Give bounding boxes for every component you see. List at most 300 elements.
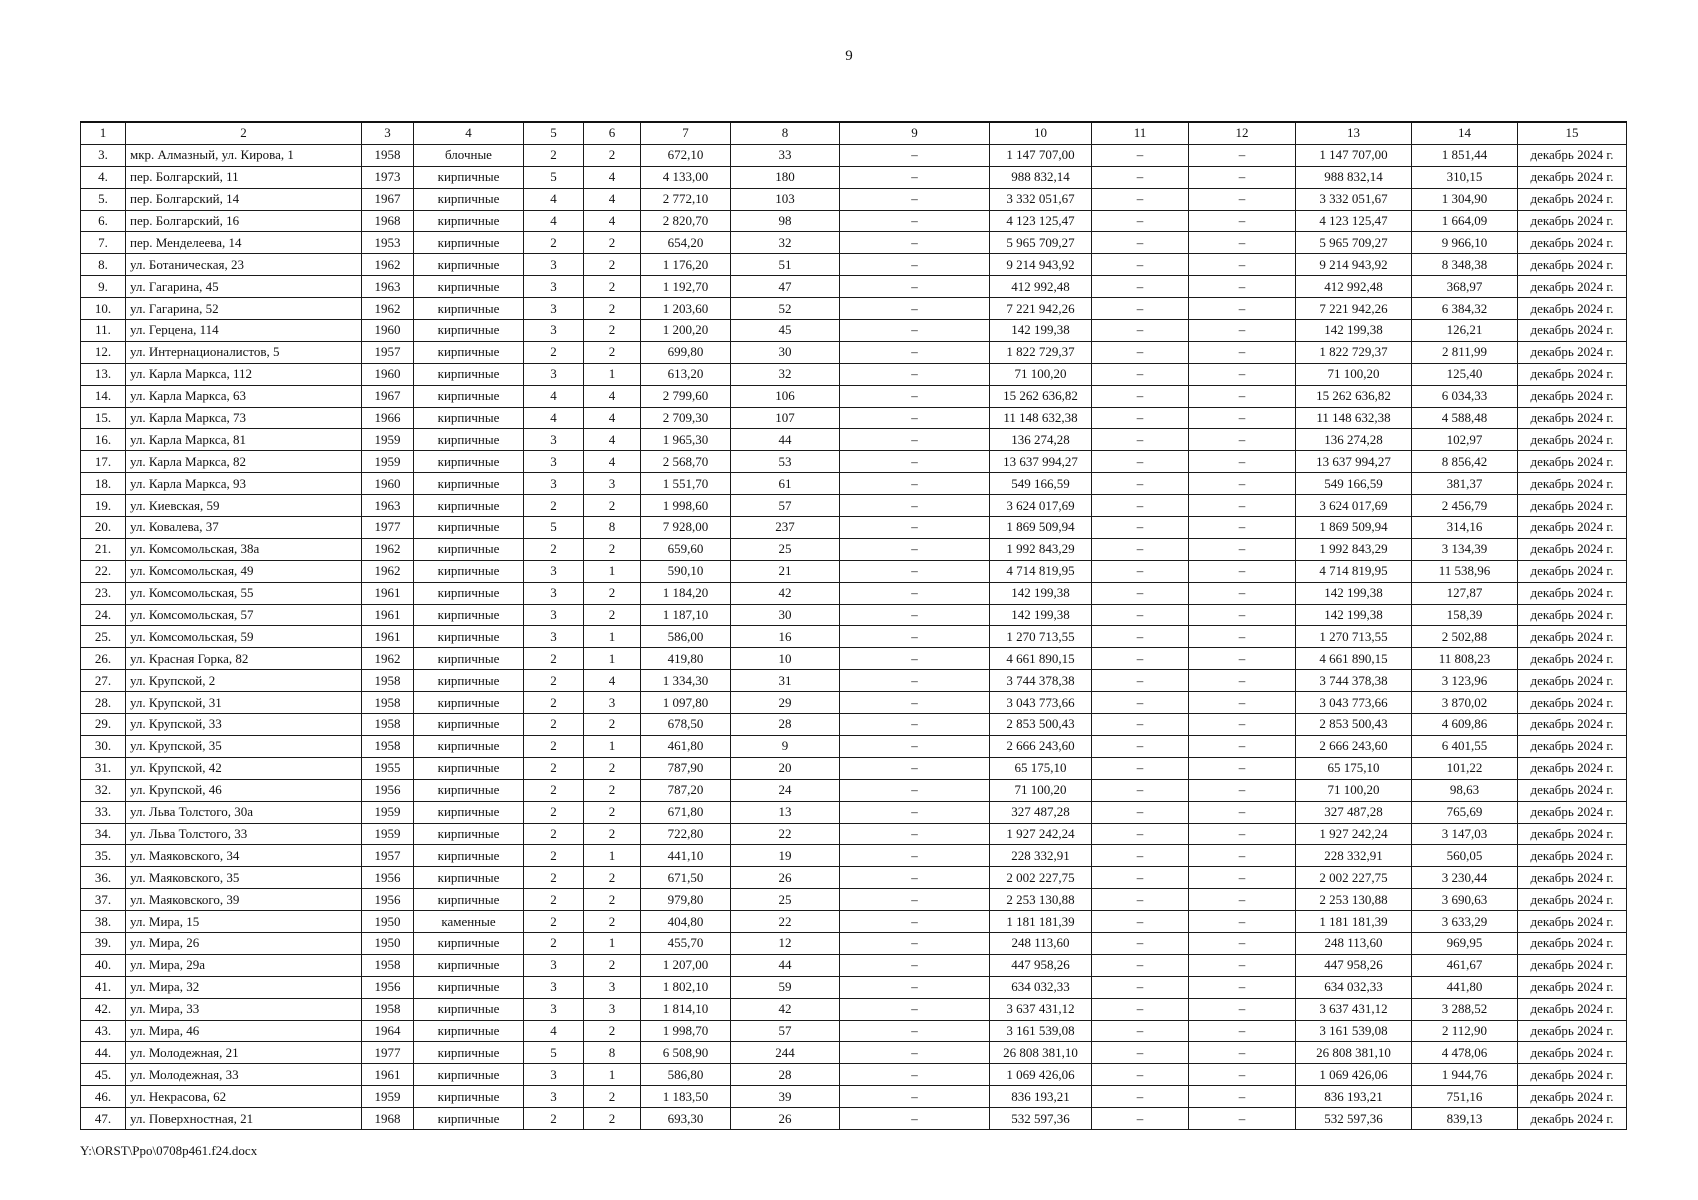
table-cell: кирпичные (414, 166, 524, 188)
table-cell: 248 113,60 (1296, 932, 1412, 954)
table-cell: 381,37 (1412, 473, 1518, 495)
table-cell: 125,40 (1412, 363, 1518, 385)
table-row (81, 582, 1627, 604)
table-cell: декабрь 2024 г. (1518, 473, 1627, 495)
address-cell: пер. Болгарский, 16 (126, 210, 362, 232)
table-cell: – (1092, 320, 1189, 342)
address-cell: ул. Интернационалистов, 5 (126, 341, 362, 363)
table-cell: 1 (584, 363, 641, 385)
address-cell: пер. Менделеева, 14 (126, 232, 362, 254)
table-cell: декабрь 2024 г. (1518, 604, 1627, 626)
table-row (81, 560, 1627, 582)
table-row (81, 538, 1627, 560)
table-cell: декабрь 2024 г. (1518, 232, 1627, 254)
column-number-header: 14 (1412, 122, 1518, 144)
table-cell: 2 (524, 823, 584, 845)
table-cell: – (840, 341, 990, 363)
table-cell: 1 (584, 626, 641, 648)
table-cell: – (1189, 1042, 1296, 1064)
table-cell: 3. (81, 144, 126, 166)
file-path-footer: Y:\ORST\Ppo\0708p461.f24.docx (80, 1143, 258, 1158)
column-number-header: 10 (990, 122, 1092, 144)
table-cell: 61 (731, 473, 840, 495)
table-cell: декабрь 2024 г. (1518, 1064, 1627, 1086)
table-cell: декабрь 2024 г. (1518, 1042, 1627, 1064)
table-cell: декабрь 2024 г. (1518, 210, 1627, 232)
table-row (81, 254, 1627, 276)
table-cell: 1 822 729,37 (990, 341, 1092, 363)
table-cell: 21. (81, 538, 126, 560)
table-cell: – (840, 254, 990, 276)
table-cell: 1955 (362, 757, 414, 779)
address-cell: ул. Мира, 32 (126, 976, 362, 998)
table-cell: 142 199,38 (1296, 582, 1412, 604)
table-row (81, 1108, 1627, 1130)
table-cell: 45. (81, 1064, 126, 1086)
table-cell: 2 666 243,60 (1296, 735, 1412, 757)
table-cell: 2 (584, 582, 641, 604)
table-cell: 8 (584, 517, 641, 539)
table-cell: 1 181 181,39 (1296, 911, 1412, 933)
table-cell: – (840, 451, 990, 473)
table-cell: 2 (584, 144, 641, 166)
table-cell: 3 043 773,66 (990, 692, 1092, 714)
table-row (81, 648, 1627, 670)
table-cell: 15 262 636,82 (990, 385, 1092, 407)
table-cell: 142 199,38 (990, 604, 1092, 626)
table-cell: 2 (584, 341, 641, 363)
table-cell: 3 624 017,69 (990, 495, 1092, 517)
table-cell: 1957 (362, 845, 414, 867)
table-cell: 3 633,29 (1412, 911, 1518, 933)
table-cell: – (840, 889, 990, 911)
table-cell: 5 965 709,27 (990, 232, 1092, 254)
table-cell: 1 207,00 (641, 954, 731, 976)
table-cell: 2 (524, 232, 584, 254)
table-cell: 29. (81, 714, 126, 736)
table-cell: – (1189, 473, 1296, 495)
table-row (81, 144, 1627, 166)
table-cell: 3 332 051,67 (1296, 188, 1412, 210)
column-number-header: 11 (1092, 122, 1189, 144)
table-cell: – (1189, 823, 1296, 845)
table-cell: 4 (584, 407, 641, 429)
table-cell: 3 (524, 560, 584, 582)
table-cell: 4 123 125,47 (1296, 210, 1412, 232)
table-cell: 6. (81, 210, 126, 232)
table-cell: кирпичные (414, 276, 524, 298)
table-cell: 3 (524, 363, 584, 385)
table-cell: 988 832,14 (1296, 166, 1412, 188)
table-cell: 13 637 994,27 (1296, 451, 1412, 473)
table-cell: 368,97 (1412, 276, 1518, 298)
table-cell: декабрь 2024 г. (1518, 582, 1627, 604)
table-cell: декабрь 2024 г. (1518, 954, 1627, 976)
table-row (81, 407, 1627, 429)
table-cell: 1966 (362, 407, 414, 429)
table-cell: – (1092, 210, 1189, 232)
table-cell: – (1189, 976, 1296, 998)
address-cell: ул. Киевская, 59 (126, 495, 362, 517)
table-cell: – (840, 1020, 990, 1042)
table-cell: – (1189, 341, 1296, 363)
table-cell: 1 802,10 (641, 976, 731, 998)
address-cell: ул. Карла Маркса, 93 (126, 473, 362, 495)
table-cell: 4 (584, 166, 641, 188)
table-cell: 1956 (362, 976, 414, 998)
table-cell: декабрь 2024 г. (1518, 867, 1627, 889)
table-cell: 2 (584, 254, 641, 276)
table-cell: – (1092, 473, 1189, 495)
table-cell: 44. (81, 1042, 126, 1064)
table-cell: кирпичные (414, 210, 524, 232)
table-cell: 1961 (362, 1064, 414, 1086)
table-cell: 4 (524, 385, 584, 407)
table-cell: декабрь 2024 г. (1518, 254, 1627, 276)
table-cell: 1958 (362, 954, 414, 976)
table-cell: декабрь 2024 г. (1518, 692, 1627, 714)
table-cell: 979,80 (641, 889, 731, 911)
table-cell: 1 (584, 932, 641, 954)
address-cell: ул. Маяковского, 34 (126, 845, 362, 867)
table-cell: 693,30 (641, 1108, 731, 1130)
table-cell: 3 (524, 1064, 584, 1086)
table-cell: 455,70 (641, 932, 731, 954)
address-cell: ул. Крупской, 31 (126, 692, 362, 714)
table-cell: 1956 (362, 867, 414, 889)
table-cell: – (840, 429, 990, 451)
table-row (81, 429, 1627, 451)
table-cell: 4 (584, 670, 641, 692)
table-cell: 549 166,59 (1296, 473, 1412, 495)
table-row (81, 779, 1627, 801)
table-cell: 1963 (362, 495, 414, 517)
table-cell: – (1092, 232, 1189, 254)
table-cell: 2 (524, 911, 584, 933)
table-cell: 1964 (362, 1020, 414, 1042)
table-cell: 2 799,60 (641, 385, 731, 407)
table-cell: 412 992,48 (990, 276, 1092, 298)
table-cell: 36. (81, 867, 126, 889)
table-cell: 28. (81, 692, 126, 714)
table-cell: – (1092, 867, 1189, 889)
table-cell: – (840, 495, 990, 517)
address-cell: ул. Льва Толстого, 33 (126, 823, 362, 845)
table-cell: 1 097,80 (641, 692, 731, 714)
table-cell: 13 637 994,27 (990, 451, 1092, 473)
table-cell: 441,10 (641, 845, 731, 867)
table-cell: 1959 (362, 451, 414, 473)
table-cell: 3 (524, 604, 584, 626)
table-cell: – (1092, 144, 1189, 166)
table-cell: декабрь 2024 г. (1518, 779, 1627, 801)
table-cell: – (840, 845, 990, 867)
table-row (81, 166, 1627, 188)
table-cell: 31. (81, 757, 126, 779)
table-cell: – (1189, 648, 1296, 670)
table-cell: 3 161 539,08 (990, 1020, 1092, 1042)
address-cell: ул. Крупской, 35 (126, 735, 362, 757)
table-cell: 1962 (362, 254, 414, 276)
table-cell: 1 998,60 (641, 495, 731, 517)
table-cell: – (1092, 626, 1189, 648)
table-cell: 30 (731, 604, 840, 626)
table-cell: – (1189, 954, 1296, 976)
table-cell: 3 (524, 451, 584, 473)
table-cell: 24. (81, 604, 126, 626)
table-cell: – (840, 954, 990, 976)
table-cell: – (1092, 845, 1189, 867)
table-cell: 1 (584, 735, 641, 757)
address-cell: ул. Некрасова, 62 (126, 1086, 362, 1108)
table-cell: 2 (584, 823, 641, 845)
table-cell: 3 (524, 429, 584, 451)
table-cell: 3 230,44 (1412, 867, 1518, 889)
table-cell: – (1189, 735, 1296, 757)
table-cell: 2 568,70 (641, 451, 731, 473)
table-cell: – (1092, 363, 1189, 385)
table-cell: 42 (731, 582, 840, 604)
table-cell: – (1189, 1108, 1296, 1130)
table-cell: 1957 (362, 341, 414, 363)
table-cell: – (1092, 254, 1189, 276)
table-cell: 6 034,33 (1412, 385, 1518, 407)
table-cell: кирпичные (414, 823, 524, 845)
table-row (81, 692, 1627, 714)
table-cell: декабрь 2024 г. (1518, 298, 1627, 320)
table-cell: – (1092, 298, 1189, 320)
table-cell: декабрь 2024 г. (1518, 1020, 1627, 1042)
table-cell: – (1092, 341, 1189, 363)
table-cell: кирпичные (414, 341, 524, 363)
table-cell: 126,21 (1412, 320, 1518, 342)
table-cell: 699,80 (641, 341, 731, 363)
table-cell: – (840, 320, 990, 342)
table-row (81, 954, 1627, 976)
table-cell: 3 637 431,12 (990, 998, 1092, 1020)
table-cell: – (840, 867, 990, 889)
table-cell: 2 (524, 889, 584, 911)
address-cell: ул. Гагарина, 52 (126, 298, 362, 320)
table-cell: 158,39 (1412, 604, 1518, 626)
table-cell: 30. (81, 735, 126, 757)
table-cell: – (1092, 954, 1189, 976)
table-cell: 1 270 713,55 (1296, 626, 1412, 648)
table-cell: 3 123,96 (1412, 670, 1518, 692)
table-cell: 1 927 242,24 (990, 823, 1092, 845)
table-cell: 15 262 636,82 (1296, 385, 1412, 407)
table-cell: 549 166,59 (990, 473, 1092, 495)
table-cell: – (1189, 495, 1296, 517)
table-cell: 634 032,33 (990, 976, 1092, 998)
table-cell: декабрь 2024 г. (1518, 538, 1627, 560)
address-cell: ул. Крупской, 46 (126, 779, 362, 801)
table-cell: 25 (731, 538, 840, 560)
table-cell: 3 (584, 998, 641, 1020)
table-cell: – (840, 932, 990, 954)
table-cell: 11. (81, 320, 126, 342)
column-number-header: 7 (641, 122, 731, 144)
table-cell: – (1189, 604, 1296, 626)
table-cell: – (1189, 232, 1296, 254)
table-cell: 27. (81, 670, 126, 692)
address-cell: ул. Карла Маркса, 112 (126, 363, 362, 385)
table-cell: 2 (524, 692, 584, 714)
table-cell: 127,87 (1412, 582, 1518, 604)
address-cell: ул. Комсомольская, 49 (126, 560, 362, 582)
table-cell: 26. (81, 648, 126, 670)
address-cell: ул. Мира, 15 (126, 911, 362, 933)
table-cell: 31 (731, 670, 840, 692)
table-cell: 3 624 017,69 (1296, 495, 1412, 517)
table-cell: кирпичные (414, 429, 524, 451)
table-cell: – (840, 560, 990, 582)
table-cell: 2 (524, 670, 584, 692)
table-cell: 1977 (362, 1042, 414, 1064)
table-cell: 16. (81, 429, 126, 451)
table-cell: кирпичные (414, 670, 524, 692)
table-cell: 3 (584, 692, 641, 714)
table-cell: 25. (81, 626, 126, 648)
table-cell: 4 (524, 188, 584, 210)
table-cell: кирпичные (414, 298, 524, 320)
table-cell: 98,63 (1412, 779, 1518, 801)
table-cell: 11 808,23 (1412, 648, 1518, 670)
table-cell: 2 820,70 (641, 210, 731, 232)
table-cell: 2 (584, 320, 641, 342)
table-cell: 2 (524, 144, 584, 166)
table-cell: кирпичные (414, 735, 524, 757)
table-cell: 1 869 509,94 (990, 517, 1092, 539)
table-cell: 65 175,10 (1296, 757, 1412, 779)
table-cell: 41. (81, 976, 126, 998)
table-cell: 1962 (362, 538, 414, 560)
table-row (81, 1020, 1627, 1042)
table-cell: 672,10 (641, 144, 731, 166)
table-cell: 3 (524, 626, 584, 648)
table-cell: 751,16 (1412, 1086, 1518, 1108)
table-cell: 65 175,10 (990, 757, 1092, 779)
table-row (81, 1064, 1627, 1086)
table-cell: 590,10 (641, 560, 731, 582)
table-cell: 2 (584, 867, 641, 889)
table-cell: – (1189, 757, 1296, 779)
address-cell: ул. Крупской, 33 (126, 714, 362, 736)
table-cell: – (1189, 166, 1296, 188)
table-cell: 4 (524, 210, 584, 232)
table-cell: 327 487,28 (1296, 801, 1412, 823)
table-cell: – (840, 144, 990, 166)
table-cell: каменные (414, 911, 524, 933)
table-cell: кирпичные (414, 626, 524, 648)
table-cell: кирпичные (414, 407, 524, 429)
table-cell: декабрь 2024 г. (1518, 998, 1627, 1020)
table-cell: декабрь 2024 г. (1518, 845, 1627, 867)
table-cell: 4 (584, 385, 641, 407)
table-cell: 2 (524, 495, 584, 517)
table-cell: – (1189, 845, 1296, 867)
table-cell: 1 944,76 (1412, 1064, 1518, 1086)
table-cell: – (1189, 210, 1296, 232)
table-cell: – (840, 1064, 990, 1086)
table-cell: 1 183,50 (641, 1086, 731, 1108)
table-cell: декабрь 2024 г. (1518, 889, 1627, 911)
table-cell: декабрь 2024 г. (1518, 626, 1627, 648)
table-row (81, 976, 1627, 998)
table-cell: декабрь 2024 г. (1518, 385, 1627, 407)
table-cell: – (1092, 757, 1189, 779)
table-cell: 8 856,42 (1412, 451, 1518, 473)
table-cell: 4 609,86 (1412, 714, 1518, 736)
table-cell: 3 043 773,66 (1296, 692, 1412, 714)
table-cell: 1 (584, 648, 641, 670)
table-cell: 2 811,99 (1412, 341, 1518, 363)
table-cell: 461,80 (641, 735, 731, 757)
table-row (81, 735, 1627, 757)
table-cell: 14. (81, 385, 126, 407)
table-cell: – (1189, 779, 1296, 801)
table-row (81, 451, 1627, 473)
table-row (81, 188, 1627, 210)
table-cell: 532 597,36 (990, 1108, 1092, 1130)
table-cell: 3 161 539,08 (1296, 1020, 1412, 1042)
address-cell: ул. Комсомольская, 55 (126, 582, 362, 604)
table-cell: 7 221 942,26 (990, 298, 1092, 320)
table-cell: 10. (81, 298, 126, 320)
table-cell: 59 (731, 976, 840, 998)
table-cell: – (840, 276, 990, 298)
table-cell: 2 002 227,75 (990, 867, 1092, 889)
table-cell: декабрь 2024 г. (1518, 429, 1627, 451)
table-cell: декабрь 2024 г. (1518, 932, 1627, 954)
address-cell: ул. Комсомольская, 57 (126, 604, 362, 626)
table-cell: 33. (81, 801, 126, 823)
table-cell: 4 (524, 407, 584, 429)
address-cell: ул. Карла Маркса, 63 (126, 385, 362, 407)
column-number-header: 2 (126, 122, 362, 144)
table-cell: – (1092, 801, 1189, 823)
table-cell: кирпичные (414, 692, 524, 714)
table-cell: 412 992,48 (1296, 276, 1412, 298)
housing-table (80, 121, 1627, 1130)
table-cell: 1962 (362, 560, 414, 582)
table-cell: 1960 (362, 363, 414, 385)
table-cell: – (1189, 867, 1296, 889)
table-cell: 586,80 (641, 1064, 731, 1086)
table-cell: 15. (81, 407, 126, 429)
table-cell: 52 (731, 298, 840, 320)
table-row (81, 823, 1627, 845)
table-cell: 1960 (362, 320, 414, 342)
table-cell: – (1189, 560, 1296, 582)
table-cell: – (1092, 779, 1189, 801)
table-cell: – (1189, 517, 1296, 539)
table-cell: 1956 (362, 779, 414, 801)
table-cell: 9 966,10 (1412, 232, 1518, 254)
table-cell: кирпичные (414, 517, 524, 539)
table-cell: 2 253 130,88 (990, 889, 1092, 911)
table-row (81, 670, 1627, 692)
table-row (81, 1042, 1627, 1064)
page-number: 9 (845, 48, 853, 64)
table-cell: 3 (524, 954, 584, 976)
column-number-header: 12 (1189, 122, 1296, 144)
table-row (81, 473, 1627, 495)
table-cell: 787,90 (641, 757, 731, 779)
table-cell: – (840, 473, 990, 495)
table-cell: кирпичные (414, 232, 524, 254)
table-cell: 560,05 (1412, 845, 1518, 867)
